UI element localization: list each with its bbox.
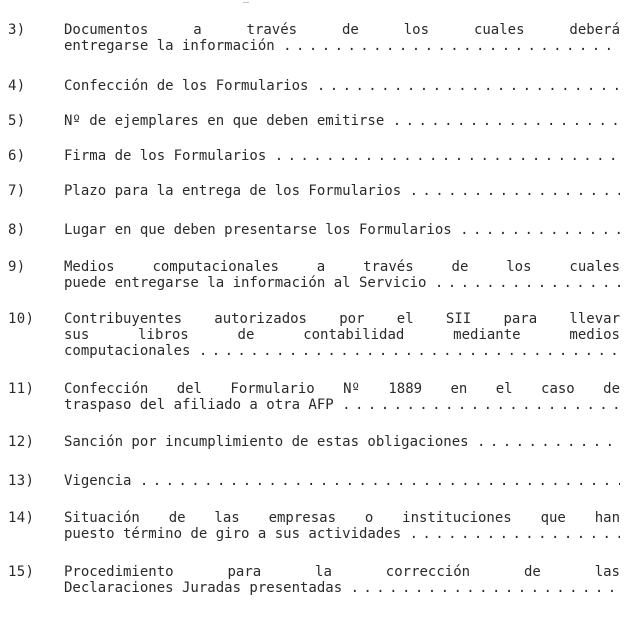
item-line: sus libros de contabilidad mediante medios [64,327,620,343]
item-line-leader: puesto término de giro a sus actividades . . . [64,526,620,542]
item-number: 11) [8,381,35,397]
item-number: 12) [8,434,35,450]
dot-leader [410,526,620,542]
item-text [64,148,620,164]
item-number: 9) [8,259,26,275]
dot-leader [199,343,620,359]
item-text [64,564,620,596]
scan-mark [243,2,249,3]
item-text [64,259,620,291]
item-line: Documentos a través de los cuales deberá [64,22,620,38]
item-line-leader: Firma de los Formularios . . . [64,148,620,164]
item-line: Contribuyentes autorizados por el SII para llevar [64,311,620,327]
item-number: 3) [8,22,26,38]
item-number: 7) [8,183,26,199]
dot-leader [317,78,620,94]
item-number: 8) [8,222,26,238]
item-number: 6) [8,148,26,164]
item-text [64,222,620,238]
item-line-leader: Plazo para la entrega de los Formularios . . . [64,183,620,199]
dot-leader [275,148,620,164]
dot-leader [435,275,620,291]
item-text [64,78,620,94]
item-number: 14) [8,510,35,526]
item-text [64,473,620,489]
item-line-leader: Lugar en que deben presentarse los Formularios . . . [64,222,620,238]
item-text [64,434,620,450]
item-number: 10) [8,311,35,327]
item-number: 4) [8,78,26,94]
item-line-leader: computacionales . . . [64,343,620,359]
item-text [64,113,620,129]
dot-leader [410,183,620,199]
dot-leader [342,397,620,413]
item-text [64,311,620,359]
item-line-leader: Nº de ejemplares en que deben emitirse . . . [64,113,620,129]
item-line-leader: Sanción por incumplimiento de estas obligaciones . . . [64,434,620,450]
item-line-leader: Vigencia . . . [64,473,620,489]
item-text [64,183,620,199]
item-number: 5) [8,113,26,129]
item-line-leader: traspaso del afiliado a otra AFP . . . [64,397,620,413]
item-text [64,381,620,413]
item-number: 15) [8,564,35,580]
item-line-leader: Confección de los Formularios . . . [64,78,620,94]
item-text [64,510,620,542]
dot-leader [140,473,620,489]
dot-leader [393,113,620,129]
item-line: Confección del Formulario Nº 1889 en el caso de [64,381,620,397]
item-line: Situación de las empresas o instituciones que han [64,510,620,526]
item-line-leader: entregarse la información . . . [64,38,620,54]
dot-leader [283,38,620,54]
item-line-leader: puede entregarse la información al Servicio . . . [64,275,620,291]
dot-leader [477,434,620,450]
dot-leader [351,580,620,596]
item-line: Medios computacionales a través de los cuales [64,259,620,275]
item-number: 13) [8,473,35,489]
item-text [64,22,620,54]
dot-leader [460,222,620,238]
item-line: Procedimiento para la corrección de las [64,564,620,580]
item-line-leader: Declaraciones Juradas presentadas . . . [64,580,620,596]
